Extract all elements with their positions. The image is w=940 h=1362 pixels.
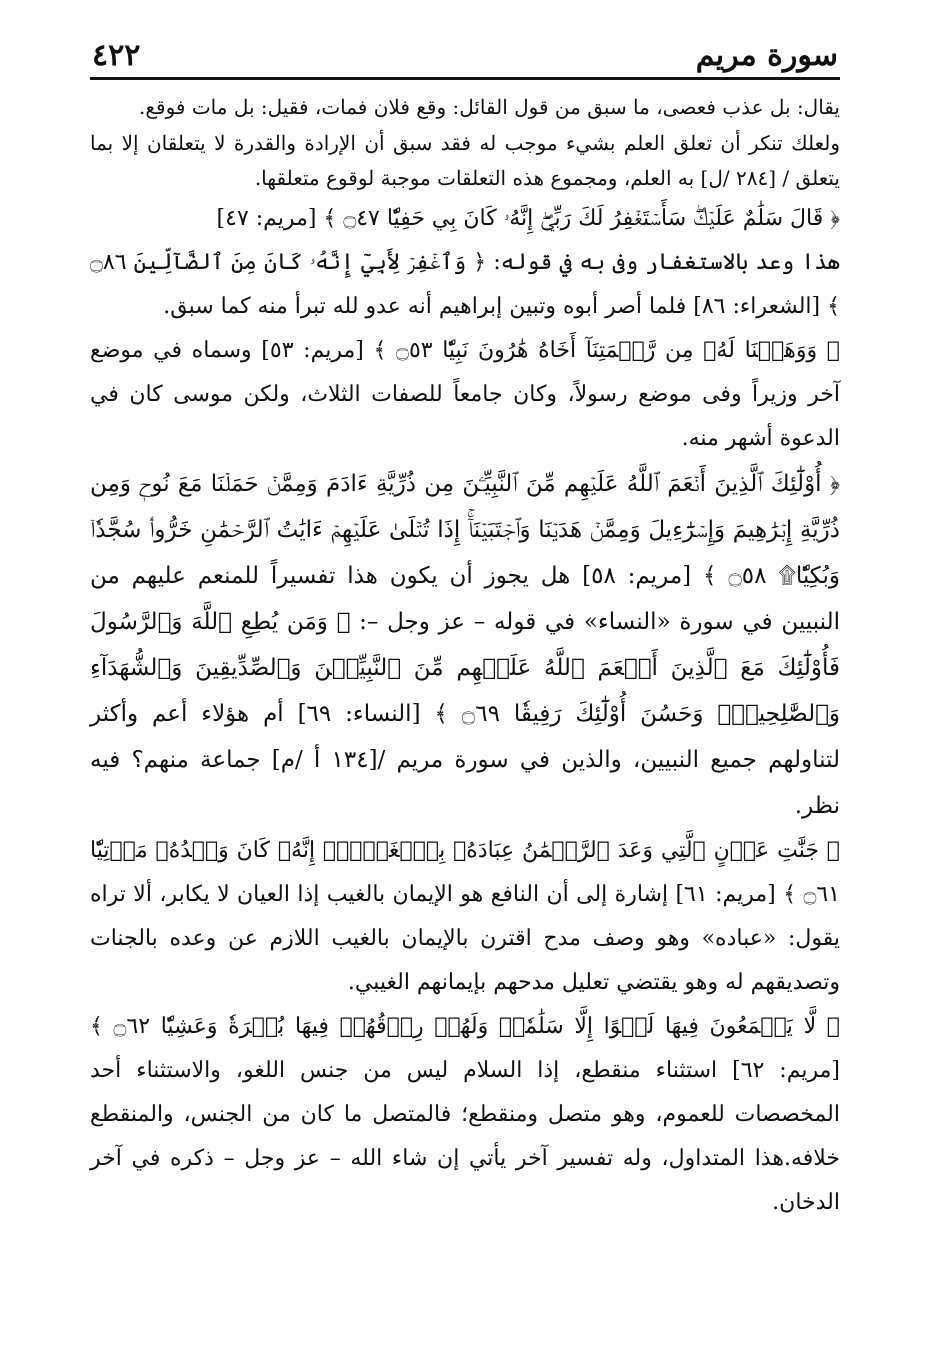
paragraph-7-ayah-61: ﴿ جَنَّٰتِ عَدۡنٍ ٱلَّتِي وَعَدَ ٱلرَّحۡمَٰنُ عِبَادَهُۥ بِٱلۡغَيۡبِۚ إِنَّهُۥ كَانَ وَعۡدُهُۥ مَأۡتِيّٗا ۝٦١ ﴾ [مريم: ٦١] إشارة إلى أن النافع هو الإيمان بالغيب إذا العيان لا يكابر، ألا تراه يقول: «عباده» وهو وصف مدح اقترن بالإيمان بالغيب اللازم عن وعده بالجنات وتصديقهم له وهو يقتضي تعليل مدحهم بإيمانهم الغيبي. <box>90 837 840 995</box>
book-page <box>90 28 840 1225</box>
paragraph-6-ayah-58: ﴿ أُوْلَٰٓئِكَ ٱلَّذِينَ أَنۡعَمَ ٱللَّهُ عَلَيۡهِم مِّنَ ٱلنَّبِيِّـۧنَ مِن ذُرِّيَّةِ ءَادَمَ وَمِمَّنۡ حَمَلۡنَا مَعَ نُوحٖ وَمِن ذُرِّيَّةِ إِبۡرَٰهِيمَ وَإِسۡرَٰٓءِيلَ وَمِمَّنۡ هَدَيۡنَا وَٱجۡتَبَيۡنَآۚ إِذَا تُتۡلَىٰ عَلَيۡهِمۡ ءَايَٰتُ ٱلرَّحۡمَٰنِ خَرُّواْۤ سُجَّدٗاۤ وَبُكِيّٗا۩ ۝٥٨ ﴾ [مريم: ٥٨] هل يجوز أن يكون هذا تفسيراً للمنعم عليهم من النبيين في سورة «النساء» في قوله – عز وجل –: ﴿ وَمَن يُطِعِ ٱللَّهَ وَٱلرَّسُولَ فَأُوْلَٰٓئِكَ مَعَ ٱلَّذِينَ أَنۡعَمَ ٱللَّهُ عَلَيۡهِم مِّنَ ٱلنَّبِيِّـۧنَ وَٱلصِّدِّيقِينَ وَٱلشُّهَدَآءِ وَٱلصَّٰلِحِينَۚ وَحَسُنَ أُوْلَٰٓئِكَ رَفِيقٗا ۝٦٩ ﴾ [النساء: ٦٩] أم هؤلاء أعم وأكثر لتناولهم جميع النبيين، والذين في سورة مريم /[١٣٤ أ /م] جماعة منهم؟ فيه نظر. <box>90 470 841 819</box>
paragraph-4-ayah-shuara-86: هذا وعد بالاستغفار وفى به في قوله: ﴿ وَٱغۡفِرۡ لِأَبِيٓ إِنَّهُۥ كَانَ مِنَ ٱلضَّآلِّينَ ۝٨٦ ﴾ [الشعراء: ٨٦] فلما أصر أبوه وتبين إبراهيم أنه عدو لله تبرأ منه كما سبق. <box>90 249 840 319</box>
paragraph-5-ayah-53: ﴿ وَوَهَبۡنَا لَهُۥ مِن رَّحۡمَتِنَآ أَخَاهُ هَٰرُونَ نَبِيّٗا ۝٥٣ ﴾ [مريم: ٥٣] وسماه في موضع آخر وزيراً وفى موضع رسولاً، وكان جامعاً للصفات الثلاث، ولكن موسى كان في الدعوة أشهر منه. <box>90 337 840 451</box>
paragraph-3-ayah-47: ﴿ قَالَ سَلَٰمٌ عَلَيۡكَۖ سَأَسۡتَغۡفِرُ لَكَ رَبِّيٓۖ إِنَّهُۥ كَانَ بِي حَفِيّٗا ۝٤٧ ﴾ [مريم: ٤٧] <box>216 205 840 231</box>
paragraph-1: يقال: بل عذب فعصى، ما سبق من قول القائل: وقع فلان فمات، فقيل: بل مات فوقع. <box>139 95 840 119</box>
page-header <box>90 28 840 80</box>
page-number: ٤٢٢ <box>92 38 141 73</box>
page-body <box>90 90 840 1225</box>
paragraph-8-ayah-62: ﴿ لَّا يَسۡمَعُونَ فِيهَا لَغۡوًا إِلَّا سَلَٰمٗاۖ وَلَهُمۡ رِزۡقُهُمۡ فِيهَا بُكۡرَةٗ وَعَشِيّٗا ۝٦٢ ﴾ [مريم: ٦٢] استثناء منقطع، إذا السلام ليس من جنس اللغو، والاستثناء أحد المخصصات للعموم، وهو متصل ومنقطع؛ فالمتصل ما كان من الجنس، والمنقطع خلافه.هذا المتداول، وله تفسير آخر يأتي إن شاء الله – عز وجل – ذكره في آخر الدخان. <box>90 1013 840 1215</box>
paragraph-2: ولعلك تنكر أن تعلق العلم بشيء موجب له فقد سبق أن الإرادة والقدرة لا يتعلقان إلا بما يتعلق / [٢٨٤ /ل] به العلم، ومجموع هذه التعلقات موجبة لوقوع متعلقها. <box>90 130 840 191</box>
surah-title: سورة مريم <box>695 38 838 73</box>
